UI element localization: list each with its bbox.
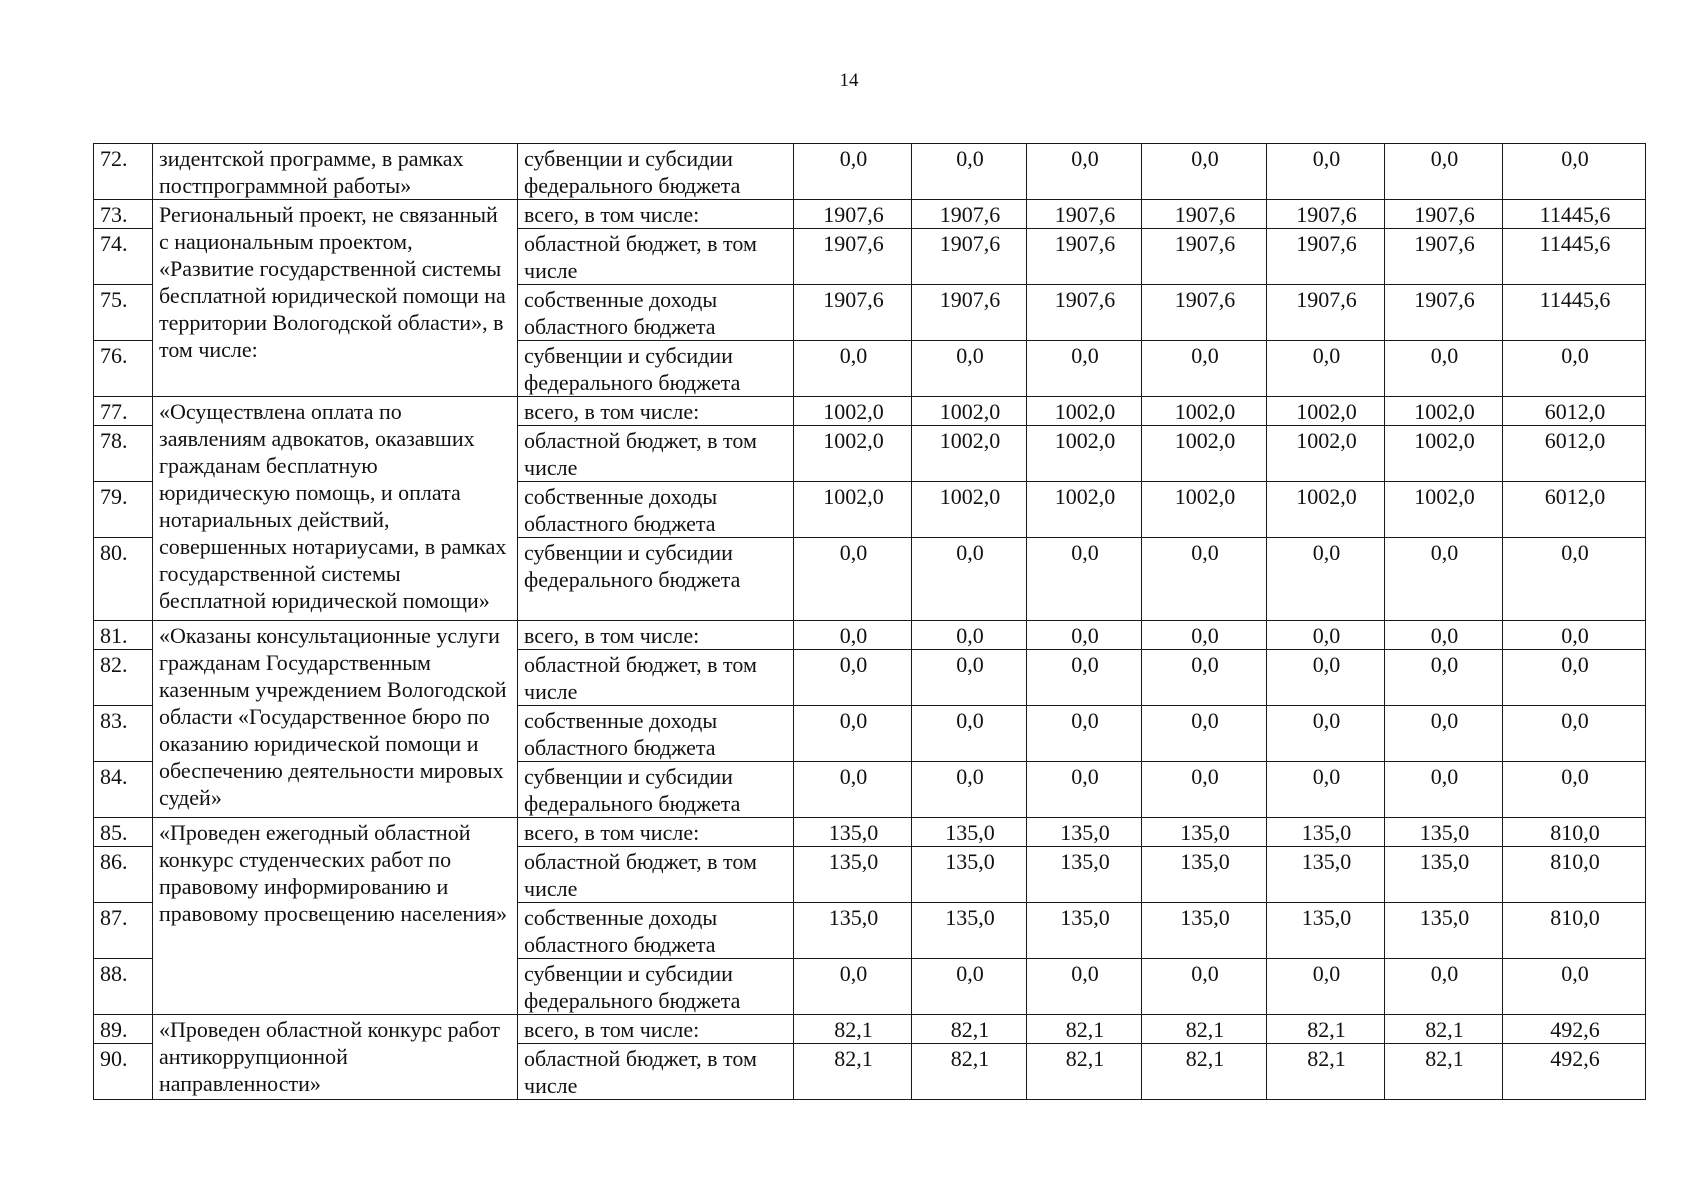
row-number: 80. — [94, 538, 153, 621]
funding-source: субвенции и субсидии федерального бюджета — [518, 959, 794, 1015]
activity-description: «Проведен областной конкурс работ антикоррупционной направленности» — [153, 1015, 518, 1100]
year-value: 0,0 — [1142, 144, 1267, 200]
year-value: 0,0 — [1385, 341, 1503, 397]
year-value: 0,0 — [794, 621, 912, 650]
year-value: 0,0 — [1385, 144, 1503, 200]
funding-source: всего, в том числе: — [518, 818, 794, 847]
table-row — [94, 397, 1646, 426]
row-number: 77. — [94, 397, 153, 426]
total-value: 6012,0 — [1503, 482, 1646, 538]
funding-source: областной бюджет, в том числе — [518, 650, 794, 706]
year-value: 1002,0 — [1027, 426, 1142, 482]
total-value: 0,0 — [1503, 762, 1646, 818]
year-value: 82,1 — [1385, 1044, 1503, 1100]
total-value: 11445,6 — [1503, 285, 1646, 341]
year-value: 82,1 — [794, 1044, 912, 1100]
year-value: 0,0 — [912, 762, 1027, 818]
year-value: 1907,6 — [912, 200, 1027, 229]
year-value: 135,0 — [1142, 903, 1267, 959]
year-value: 0,0 — [912, 538, 1027, 621]
year-value: 0,0 — [912, 706, 1027, 762]
total-value: 810,0 — [1503, 847, 1646, 903]
year-value: 1907,6 — [794, 285, 912, 341]
total-value: 6012,0 — [1503, 426, 1646, 482]
row-number: 88. — [94, 959, 153, 1015]
year-value: 0,0 — [1027, 621, 1142, 650]
year-value: 1002,0 — [912, 426, 1027, 482]
year-value: 1002,0 — [794, 482, 912, 538]
row-number: 90. — [94, 1044, 153, 1100]
year-value: 1907,6 — [794, 229, 912, 285]
year-value: 0,0 — [794, 762, 912, 818]
year-value: 0,0 — [794, 538, 912, 621]
row-number: 75. — [94, 285, 153, 341]
year-value: 0,0 — [1267, 762, 1385, 818]
table-row — [94, 818, 1646, 847]
year-value: 1907,6 — [912, 285, 1027, 341]
table-row — [94, 621, 1646, 650]
row-number: 73. — [94, 200, 153, 229]
year-value: 0,0 — [912, 341, 1027, 397]
year-value: 135,0 — [1027, 847, 1142, 903]
year-value: 0,0 — [1142, 762, 1267, 818]
year-value: 1002,0 — [794, 426, 912, 482]
year-value: 0,0 — [1027, 650, 1142, 706]
year-value: 82,1 — [1267, 1015, 1385, 1044]
total-value: 6012,0 — [1503, 397, 1646, 426]
year-value: 0,0 — [1027, 706, 1142, 762]
year-value: 1907,6 — [1142, 285, 1267, 341]
activity-description: «Оказаны консультационные услуги гражданам Государственным казенным учреждением Вологодской области «Государственное бюро по оказанию юридической помощи и обеспечению деятельности мировых судей» — [153, 621, 518, 818]
year-value: 0,0 — [1385, 650, 1503, 706]
funding-source: всего, в том числе: — [518, 621, 794, 650]
year-value: 1907,6 — [1027, 200, 1142, 229]
total-value: 0,0 — [1503, 144, 1646, 200]
year-value: 82,1 — [1267, 1044, 1385, 1100]
row-number: 74. — [94, 229, 153, 285]
year-value: 1907,6 — [1142, 200, 1267, 229]
year-value: 0,0 — [1267, 650, 1385, 706]
year-value: 135,0 — [912, 818, 1027, 847]
year-value: 1002,0 — [1267, 397, 1385, 426]
year-value: 135,0 — [912, 903, 1027, 959]
row-number: 84. — [94, 762, 153, 818]
activity-description: «Осуществлена оплата по заявлениям адвокатов, оказавших гражданам бесплатную юридическую помощь, и оплата нотариальных действий, совершенных нотариусами, в рамках государственной системы бесплатной юридической помощи» — [153, 397, 518, 621]
year-value: 0,0 — [1385, 959, 1503, 1015]
year-value: 1002,0 — [794, 397, 912, 426]
year-value: 135,0 — [1142, 818, 1267, 847]
year-value: 1907,6 — [1267, 285, 1385, 341]
year-value: 1002,0 — [1267, 426, 1385, 482]
funding-source: областной бюджет, в том числе — [518, 229, 794, 285]
year-value: 0,0 — [1142, 650, 1267, 706]
funding-source: всего, в том числе: — [518, 1015, 794, 1044]
year-value: 1907,6 — [1385, 229, 1503, 285]
year-value: 82,1 — [1142, 1044, 1267, 1100]
year-value: 0,0 — [1267, 341, 1385, 397]
year-value: 82,1 — [1142, 1015, 1267, 1044]
year-value: 0,0 — [794, 650, 912, 706]
year-value: 135,0 — [1267, 847, 1385, 903]
year-value: 0,0 — [1027, 762, 1142, 818]
year-value: 0,0 — [1267, 706, 1385, 762]
year-value: 0,0 — [1267, 538, 1385, 621]
row-number: 87. — [94, 903, 153, 959]
activity-description: Региональный проект, не связанный с национальным проектом, «Развитие государственной системы бесплатной юридической помощи на территории Вологодской области», в том числе: — [153, 200, 518, 397]
year-value: 0,0 — [1267, 144, 1385, 200]
year-value: 0,0 — [1267, 959, 1385, 1015]
funding-source: субвенции и субсидии федерального бюджета — [518, 341, 794, 397]
year-value: 1907,6 — [1027, 285, 1142, 341]
year-value: 82,1 — [1027, 1015, 1142, 1044]
year-value: 0,0 — [1027, 959, 1142, 1015]
row-number: 78. — [94, 426, 153, 482]
year-value: 1907,6 — [1267, 200, 1385, 229]
total-value: 11445,6 — [1503, 229, 1646, 285]
row-number: 85. — [94, 818, 153, 847]
year-value: 135,0 — [912, 847, 1027, 903]
year-value: 135,0 — [1142, 847, 1267, 903]
year-value: 1002,0 — [1142, 426, 1267, 482]
year-value: 1002,0 — [912, 482, 1027, 538]
year-value: 135,0 — [1027, 903, 1142, 959]
funding-source: субвенции и субсидии федерального бюджета — [518, 538, 794, 621]
funding-source: всего, в том числе: — [518, 397, 794, 426]
year-value: 1002,0 — [1027, 397, 1142, 426]
row-number: 79. — [94, 482, 153, 538]
total-value: 0,0 — [1503, 538, 1646, 621]
year-value: 1907,6 — [1385, 285, 1503, 341]
year-value: 82,1 — [912, 1044, 1027, 1100]
year-value: 0,0 — [912, 144, 1027, 200]
year-value: 1907,6 — [1385, 200, 1503, 229]
row-number: 72. — [94, 144, 153, 200]
year-value: 1002,0 — [1142, 397, 1267, 426]
row-number: 83. — [94, 706, 153, 762]
year-value: 1907,6 — [912, 229, 1027, 285]
total-value: 0,0 — [1503, 650, 1646, 706]
funding-source: собственные доходы областного бюджета — [518, 285, 794, 341]
year-value: 0,0 — [1385, 706, 1503, 762]
year-value: 135,0 — [1267, 903, 1385, 959]
year-value: 1002,0 — [1027, 482, 1142, 538]
year-value: 1907,6 — [1142, 229, 1267, 285]
year-value: 1907,6 — [1027, 229, 1142, 285]
year-value: 135,0 — [794, 903, 912, 959]
total-value: 810,0 — [1503, 903, 1646, 959]
total-value: 492,6 — [1503, 1015, 1646, 1044]
year-value: 0,0 — [794, 959, 912, 1015]
year-value: 0,0 — [1142, 706, 1267, 762]
year-value: 0,0 — [1142, 538, 1267, 621]
year-value: 0,0 — [1385, 538, 1503, 621]
table-row — [94, 200, 1646, 229]
funding-source: областной бюджет, в том числе — [518, 1044, 794, 1100]
activity-description: зидентской программе, в рамках постпрограммной работы» — [153, 144, 518, 200]
year-value: 0,0 — [912, 650, 1027, 706]
year-value: 82,1 — [912, 1015, 1027, 1044]
year-value: 0,0 — [1267, 621, 1385, 650]
year-value: 0,0 — [912, 621, 1027, 650]
budget-table — [93, 143, 1646, 1100]
funding-source: собственные доходы областного бюджета — [518, 706, 794, 762]
row-number: 89. — [94, 1015, 153, 1044]
year-value: 0,0 — [794, 341, 912, 397]
year-value: 1907,6 — [794, 200, 912, 229]
activity-description: «Проведен ежегодный областной конкурс студенческих работ по правовому информированию и правовому просвещению населения» — [153, 818, 518, 1015]
year-value: 135,0 — [794, 818, 912, 847]
year-value: 135,0 — [794, 847, 912, 903]
table-row — [94, 1015, 1646, 1044]
funding-source: собственные доходы областного бюджета — [518, 482, 794, 538]
year-value: 0,0 — [1027, 341, 1142, 397]
row-number: 82. — [94, 650, 153, 706]
year-value: 82,1 — [794, 1015, 912, 1044]
year-value: 0,0 — [794, 144, 912, 200]
year-value: 0,0 — [1142, 959, 1267, 1015]
year-value: 135,0 — [1385, 903, 1503, 959]
total-value: 11445,6 — [1503, 200, 1646, 229]
year-value: 1002,0 — [1385, 426, 1503, 482]
year-value: 0,0 — [1142, 621, 1267, 650]
year-value: 82,1 — [1385, 1015, 1503, 1044]
funding-source: областной бюджет, в том числе — [518, 426, 794, 482]
total-value: 810,0 — [1503, 818, 1646, 847]
year-value: 1002,0 — [1142, 482, 1267, 538]
total-value: 0,0 — [1503, 621, 1646, 650]
funding-source: субвенции и субсидии федерального бюджета — [518, 762, 794, 818]
funding-source: всего, в том числе: — [518, 200, 794, 229]
year-value: 135,0 — [1385, 818, 1503, 847]
year-value: 0,0 — [1385, 621, 1503, 650]
year-value: 1002,0 — [1385, 397, 1503, 426]
year-value: 135,0 — [1267, 818, 1385, 847]
total-value: 0,0 — [1503, 959, 1646, 1015]
table-body — [94, 144, 1646, 1100]
row-number: 76. — [94, 341, 153, 397]
year-value: 0,0 — [1027, 144, 1142, 200]
year-value: 82,1 — [1027, 1044, 1142, 1100]
year-value: 0,0 — [1385, 762, 1503, 818]
year-value: 1002,0 — [1385, 482, 1503, 538]
funding-source: областной бюджет, в том числе — [518, 847, 794, 903]
year-value: 1002,0 — [1267, 482, 1385, 538]
total-value: 492,6 — [1503, 1044, 1646, 1100]
funding-source: субвенции и субсидии федерального бюджета — [518, 144, 794, 200]
table-row — [94, 144, 1646, 200]
year-value: 135,0 — [1027, 818, 1142, 847]
year-value: 0,0 — [912, 959, 1027, 1015]
year-value: 1907,6 — [1267, 229, 1385, 285]
year-value: 0,0 — [794, 706, 912, 762]
row-number: 86. — [94, 847, 153, 903]
total-value: 0,0 — [1503, 341, 1646, 397]
total-value: 0,0 — [1503, 706, 1646, 762]
row-number: 81. — [94, 621, 153, 650]
year-value: 1002,0 — [912, 397, 1027, 426]
year-value: 0,0 — [1142, 341, 1267, 397]
page-number: 14 — [839, 70, 859, 91]
year-value: 0,0 — [1027, 538, 1142, 621]
year-value: 135,0 — [1385, 847, 1503, 903]
funding-source: собственные доходы областного бюджета — [518, 903, 794, 959]
